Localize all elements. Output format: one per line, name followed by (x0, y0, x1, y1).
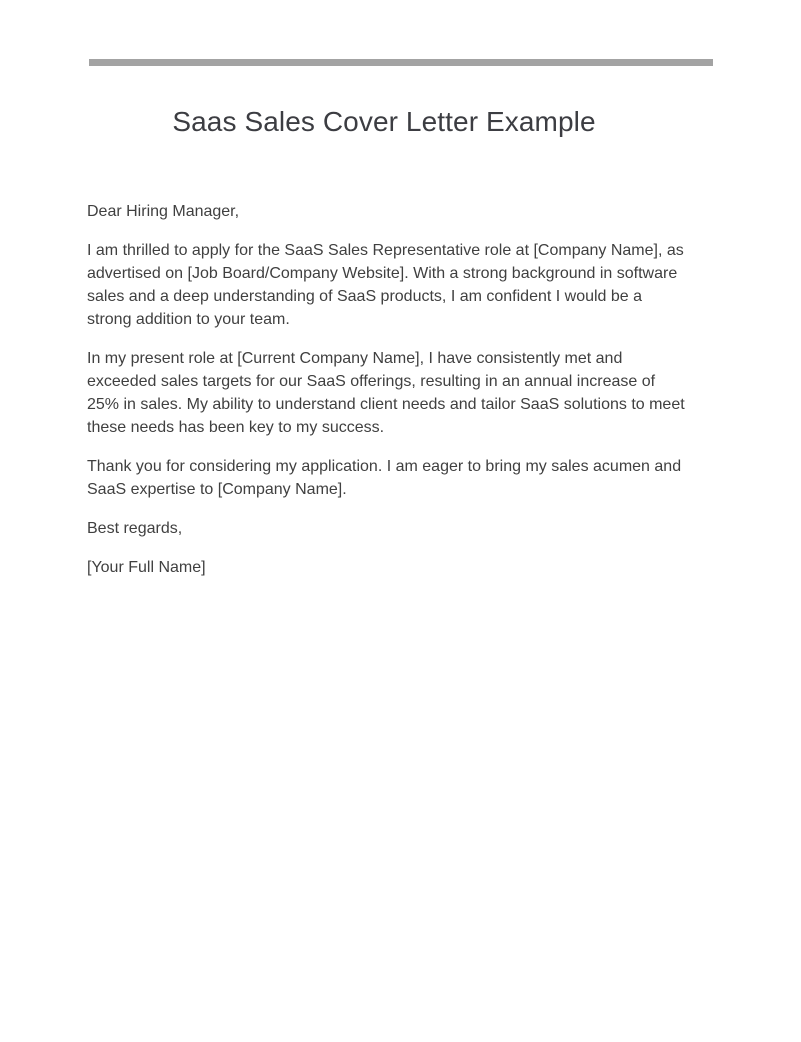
document-title: Saas Sales Cover Letter Example (172, 106, 596, 137)
body-paragraph-1: I am thrilled to apply for the SaaS Sales Representative role at [Company Name], as advertised on [Job Board/Company Website]. With a strong background in software sales and a deep understanding of SaaS products, I am confident I would be a strong addition to your team. (87, 242, 684, 328)
signature: [Your Full Name] (87, 559, 206, 576)
body-paragraph-2: In my present role at [Current Company Name], I have consistently met and exceeded sales targets for our SaaS offerings, resulting in an annual increase of 25% in sales. My ability to understand client needs and tailor SaaS solutions to meet these needs has been key to my success. (87, 350, 685, 436)
top-divider-rule (89, 59, 713, 66)
closing: Best regards, (87, 520, 183, 537)
body-paragraph-3: Thank you for considering my application. I am eager to bring my sales acumen and SaaS expertise to [Company Name]. (87, 458, 682, 498)
salutation: Dear Hiring Manager, (87, 203, 240, 220)
letter-body (87, 200, 687, 595)
